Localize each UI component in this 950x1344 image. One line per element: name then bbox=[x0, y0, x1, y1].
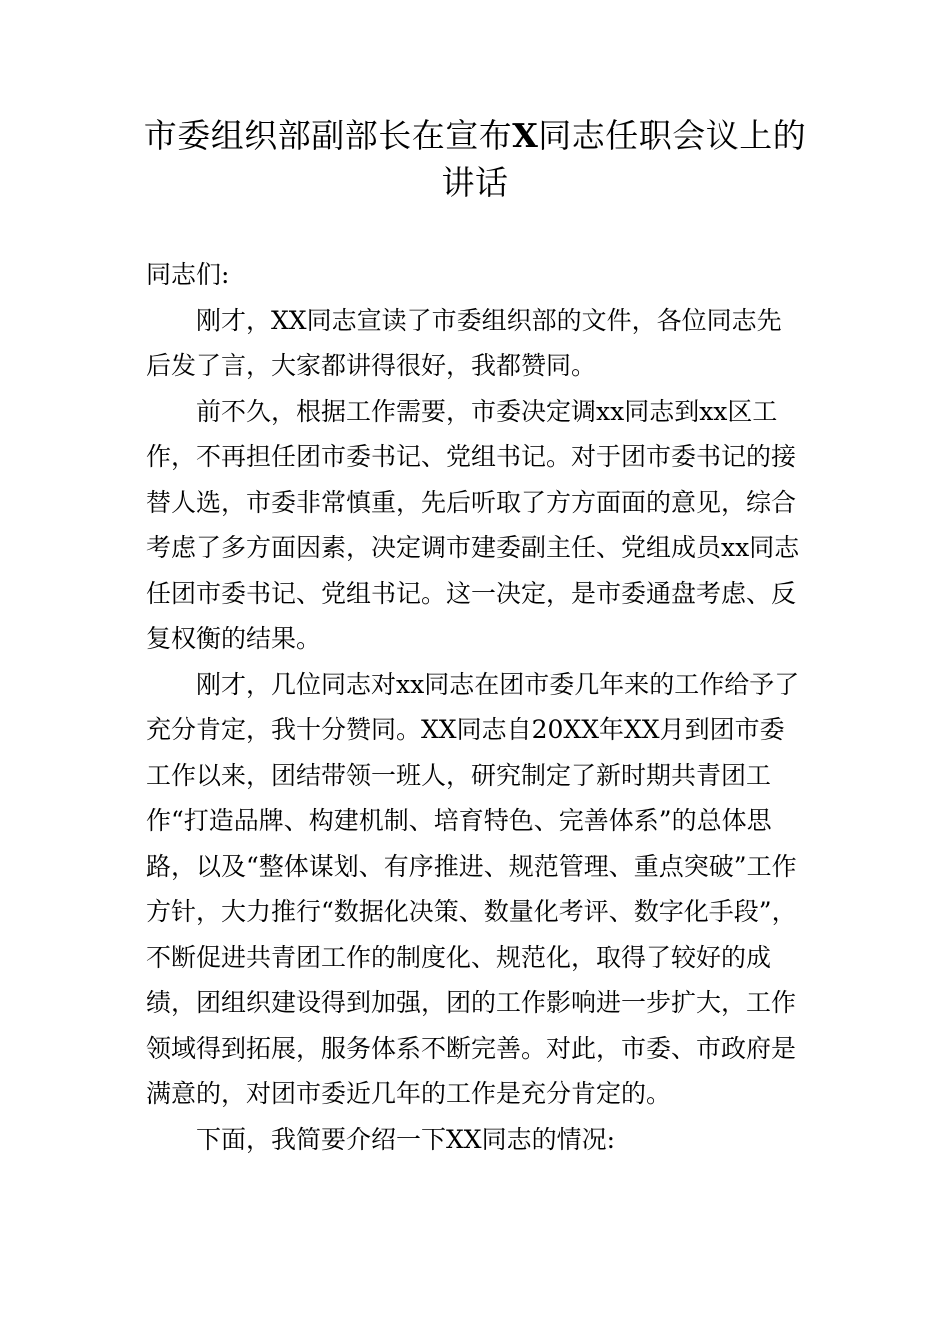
document-title bbox=[140, 112, 810, 206]
paragraph-4: 下面，我简要介绍一下XX同志的情况: bbox=[196, 1124, 616, 1154]
paragraph-3: 刚才，几位同志对xx同志在团市委几年来的工作给予了充分肯定，我十分赞同。XX同志自20XX年XX月到团市委工作以来，团结带领一班人，研究制定了新时期共青团工作“打造品牌、构建机制、培育特色、完善体系”的总体思路，以及“整体谋划、有序推进、规范管理、重点突破”工作方针，大力推行“数据化决策、数量化考评、数字化手段”，不断促进共青团工作的制度化、规范化，取得了较好的成绩，团组织建设得到加强，团的工作影响进一步扩大，工作领域得到拓展，服务体系不断完善。对此，市委、市政府是满意的，对团市委近几年的工作是充分肯定的。 bbox=[146, 669, 800, 1108]
document-body bbox=[146, 252, 802, 1162]
title-x: X bbox=[512, 116, 539, 155]
paragraph-2: 前不久，根据工作需要，市委决定调xx同志到xx区工作，不再担任团市委书记、党组书记。对于团市委书记的接替人选，市委非常慎重，先后听取了方方面面的意见，综合考虑了多方面因素，决定调市建委副主任、党组成员xx同志任团市委书记、党组书记。这一决定，是市委通盘考虑、反复权衡的结果。 bbox=[146, 396, 800, 653]
title-part-2: 同志任职会议上的讲话 bbox=[441, 116, 807, 202]
paragraph-1: 刚才，XX同志宣读了市委组织部的文件，各位同志先后发了言，大家都讲得很好，我都赞同。 bbox=[146, 305, 782, 380]
title-part-1: 市委组织部副部长在宣布 bbox=[143, 116, 513, 155]
salutation: 同志们: bbox=[146, 260, 230, 289]
